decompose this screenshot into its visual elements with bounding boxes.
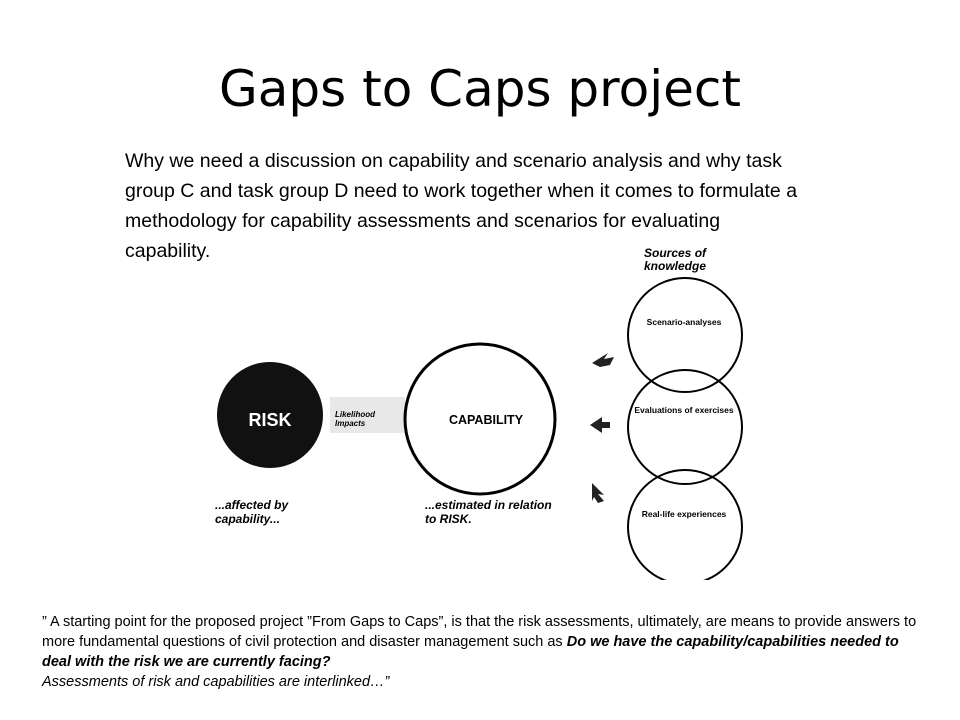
sources-title: Sources of knowledge	[644, 246, 707, 273]
slide-title: Gaps to Caps project	[219, 60, 741, 118]
quote-paragraph	[42, 612, 922, 692]
exercises-circle	[628, 370, 742, 484]
connector-label: Likelihood Impacts	[335, 410, 375, 428]
quote-block	[42, 612, 922, 692]
quote-part2: Assessments of risk and capabilities are interlinked…”	[42, 674, 390, 690]
source-scenario-analyses: Scenario-analyses	[646, 317, 722, 327]
risk-caption: ...affected by capability...	[215, 498, 289, 526]
quote-emphasis: Do we have the capability/capabilities needed to deal with the risk we are currently facing?	[42, 634, 899, 670]
source-evaluations-of-exercises: Evaluations of exercises	[634, 405, 734, 415]
source-real-life-experiences: Real-life experiences	[641, 509, 727, 519]
capability-caption: ...estimated in relation to RISK.	[425, 498, 552, 526]
scenario-circle	[628, 278, 742, 392]
risk-capability-diagram	[200, 245, 760, 580]
risk-label: RISK	[248, 410, 292, 430]
experiences-circle	[628, 470, 742, 580]
quote-part1: ” A starting point for the proposed project ”From Gaps to Caps”, is that the risk assessments, ultimately, are means to provide answers to more fundamental questions of civil protection and disaster management such as	[42, 614, 917, 650]
intro-paragraph: Why we need a discussion on capability and scenario analysis and why task group C and task group D need to work together when it comes to formulate a methodology for capability assessments and scenarios for evaluating capability.	[125, 150, 798, 262]
arrow-icon	[590, 353, 614, 503]
capability-label: CAPABILITY	[448, 413, 524, 427]
